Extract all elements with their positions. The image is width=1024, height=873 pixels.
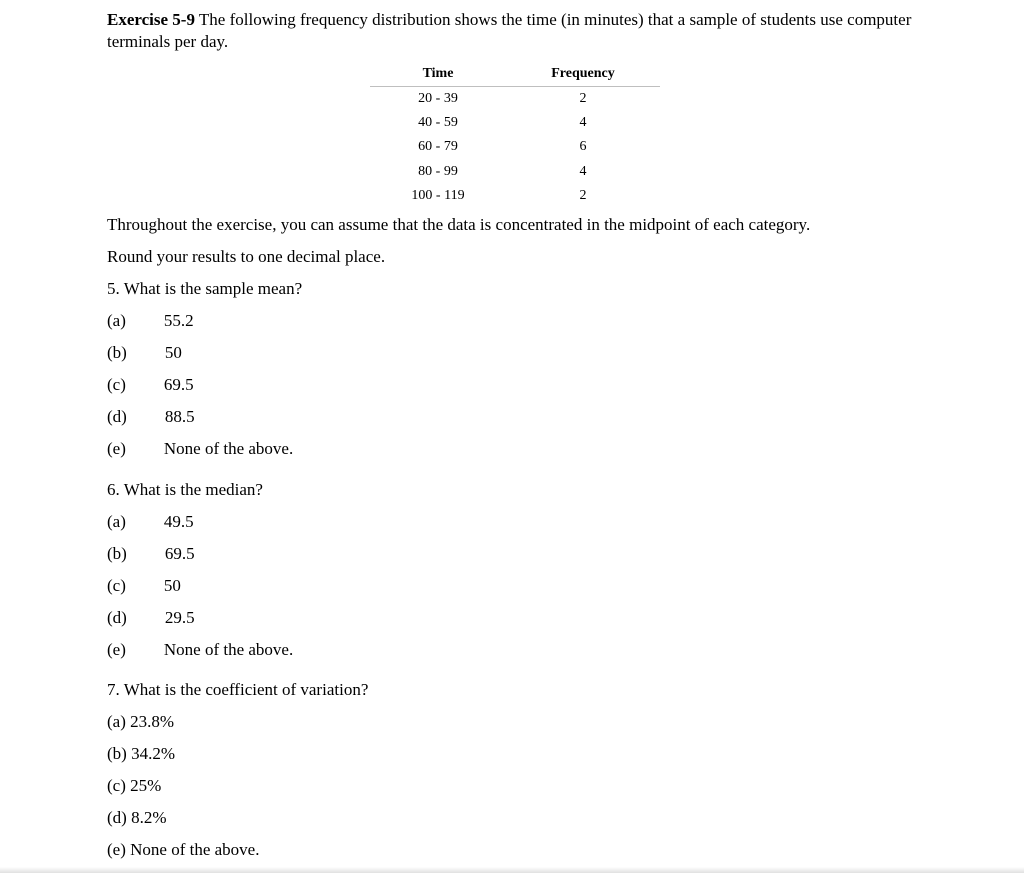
question-5-prompt: 5. What is the sample mean? <box>107 279 303 298</box>
question-7-option-d <box>107 807 167 829</box>
question-5-option-a <box>107 310 194 332</box>
option-text: None of the above. <box>163 640 294 659</box>
option-text: None of the above. <box>130 840 260 859</box>
question-7-option-b <box>107 743 175 765</box>
question-6-option-b <box>107 543 195 565</box>
option-letter: (e) <box>107 439 126 458</box>
option-letter: (a) <box>107 512 126 531</box>
instruction-line-1: Throughout the exercise, you can assume that the data is concentrated in the midpoint of each category. <box>107 215 811 234</box>
page-bottom-edge <box>0 867 1024 873</box>
question-6-option-d <box>107 607 195 629</box>
header-time: Time <box>370 62 506 87</box>
question-7-prompt: 7. What is the coefficient of variation? <box>107 680 369 699</box>
question-5-option-c <box>107 374 194 396</box>
option-letter: (b) <box>107 744 127 763</box>
option-text: 50 <box>163 576 181 595</box>
frequency-cell: 4 <box>579 163 587 179</box>
option-text: 25% <box>130 776 162 795</box>
option-text: 23.8% <box>130 712 175 731</box>
question-6-option-a <box>107 511 194 533</box>
option-letter: (a) <box>107 311 126 330</box>
option-text: 49.5 <box>163 512 194 531</box>
question-5-option-d <box>107 406 195 428</box>
exercise-intro <box>107 9 927 53</box>
time-cell: 80 - 99 <box>418 163 458 179</box>
question-6-prompt: 6. What is the median? <box>107 480 263 499</box>
option-text: 69.5 <box>163 375 194 394</box>
frequency-cell: 4 <box>579 115 587 131</box>
instruction-line-2: Round your results to one decimal place. <box>107 247 386 266</box>
option-letter: (d) <box>107 608 127 627</box>
option-letter: (e) <box>107 840 126 859</box>
time-cell: 20 - 39 <box>418 91 458 107</box>
table-row <box>370 111 660 135</box>
header-frequency: Frequency <box>506 62 660 87</box>
option-letter: (a) <box>107 712 126 731</box>
time-cell: 60 - 79 <box>418 139 458 155</box>
frequency-cell: 2 <box>579 91 587 107</box>
option-text: 69.5 <box>164 544 195 563</box>
option-letter: (c) <box>107 375 126 394</box>
option-letter: (b) <box>107 343 127 362</box>
option-text: 29.5 <box>164 608 195 627</box>
frequency-table <box>370 62 660 208</box>
question-6-option-c <box>107 575 181 597</box>
option-text: 50 <box>164 343 182 362</box>
table-row <box>370 135 660 159</box>
question-5-option-e <box>107 438 293 460</box>
table-header-row <box>370 62 660 87</box>
exercise-intro-text: The following frequency distribution shows the time (in minutes) that a sample of students use computer terminals per day. <box>107 10 912 51</box>
option-letter: (c) <box>107 776 126 795</box>
option-text: 88.5 <box>164 407 195 426</box>
option-text: 34.2% <box>131 744 175 763</box>
option-letter: (d) <box>107 808 127 827</box>
question-6-option-e <box>107 639 293 661</box>
frequency-cell: 6 <box>579 139 587 155</box>
option-letter: (c) <box>107 576 126 595</box>
question-7-option-c <box>107 775 161 797</box>
option-letter: (e) <box>107 640 126 659</box>
option-letter: (b) <box>107 544 127 563</box>
time-cell: 40 - 59 <box>418 115 458 131</box>
table-row <box>370 87 660 112</box>
question-7-option-e <box>107 839 259 861</box>
option-text: 55.2 <box>163 311 194 330</box>
option-text: 8.2% <box>131 808 167 827</box>
table-row <box>370 160 660 184</box>
table-row <box>370 184 660 208</box>
option-letter: (d) <box>107 407 127 426</box>
question-5-option-b <box>107 342 182 364</box>
frequency-cell: 2 <box>579 187 587 203</box>
option-text: None of the above. <box>163 439 294 458</box>
exercise-label: Exercise 5-9 <box>107 10 195 29</box>
time-cell: 100 - 119 <box>411 187 465 203</box>
question-7-option-a <box>107 711 174 733</box>
